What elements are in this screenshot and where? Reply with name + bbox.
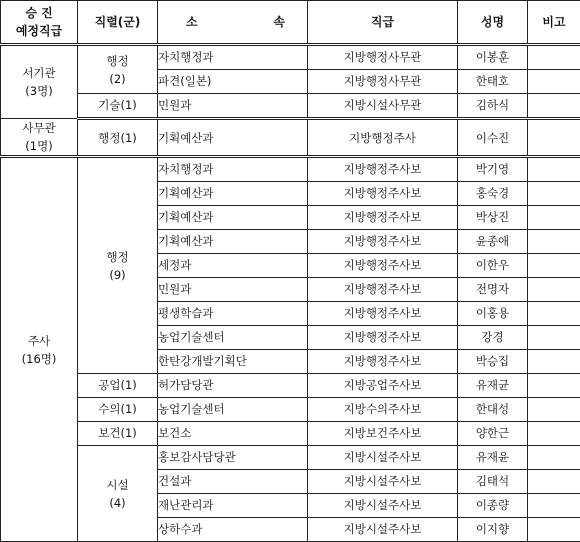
name-cell: 윤종애 <box>458 230 528 254</box>
table-row <box>1 398 580 422</box>
department-cell: 홍보감사담당관 <box>158 446 308 470</box>
name-cell: 강경 <box>458 326 528 350</box>
grade-cell: 지방행정사무관 <box>308 45 458 70</box>
department-cell: 재난관리과 <box>158 494 308 518</box>
table-row <box>1 422 580 446</box>
grade-cell: 지방행정주사보 <box>308 157 458 182</box>
department-cell: 상하수과 <box>158 518 308 542</box>
department-cell: 기획예산과 <box>158 182 308 206</box>
department-cell: 파견(일본) <box>158 70 308 94</box>
remarks-cell <box>528 254 580 278</box>
remarks-cell <box>528 182 580 206</box>
grade-cell: 지방시설주사보 <box>308 446 458 470</box>
remarks-cell <box>528 350 580 374</box>
header-promotion-level: 승 진 예정직급 <box>1 1 78 45</box>
department-cell: 민원과 <box>158 278 308 302</box>
grade-cell: 지방시설주사보 <box>308 470 458 494</box>
header-series: 직렬(군) <box>78 1 158 45</box>
remarks-cell <box>528 422 580 446</box>
series-cell: 행정(1) <box>78 119 158 157</box>
department-cell: 한탄강개발기획단 <box>158 350 308 374</box>
header-row <box>1 1 580 45</box>
grade-cell: 지방시설주사보 <box>308 518 458 542</box>
remarks-cell <box>528 470 580 494</box>
grade-cell: 지방행정주사보 <box>308 278 458 302</box>
grade-cell: 지방시설사무관 <box>308 94 458 119</box>
remarks-cell <box>528 518 580 542</box>
department-cell: 자치행정과 <box>158 157 308 182</box>
grade-cell: 지방보건주사보 <box>308 422 458 446</box>
remarks-cell <box>528 45 580 70</box>
name-cell: 김태석 <box>458 470 528 494</box>
department-cell: 세정과 <box>158 254 308 278</box>
table-row <box>1 157 580 182</box>
remarks-cell <box>528 206 580 230</box>
name-cell: 이종량 <box>458 494 528 518</box>
remarks-cell <box>528 494 580 518</box>
department-cell: 허가담당관 <box>158 374 308 398</box>
name-cell: 박승집 <box>458 350 528 374</box>
name-cell: 양한근 <box>458 422 528 446</box>
promotion-level-cell: 주사 (16명) <box>1 157 78 542</box>
grade-cell: 지방행정주사보 <box>308 254 458 278</box>
name-cell: 한태호 <box>458 70 528 94</box>
department-cell: 민원과 <box>158 94 308 119</box>
remarks-cell <box>528 302 580 326</box>
department-cell: 기획예산과 <box>158 119 308 157</box>
name-cell: 이홍용 <box>458 302 528 326</box>
remarks-cell <box>528 230 580 254</box>
department-cell: 건설과 <box>158 470 308 494</box>
remarks-cell <box>528 278 580 302</box>
name-cell: 유재균 <box>458 374 528 398</box>
department-cell: 자치행정과 <box>158 45 308 70</box>
series-cell: 기술(1) <box>78 94 158 119</box>
header-grade: 직급 <box>308 1 458 45</box>
name-cell: 이봉훈 <box>458 45 528 70</box>
name-cell: 이수진 <box>458 119 528 157</box>
name-cell: 홍숙경 <box>458 182 528 206</box>
header-remarks: 비고 <box>528 1 580 45</box>
grade-cell: 지방행정주사보 <box>308 182 458 206</box>
grade-cell: 지방행정주사 <box>308 119 458 157</box>
header-name: 성명 <box>458 1 528 45</box>
grade-cell: 지방행정주사보 <box>308 230 458 254</box>
name-cell: 전명자 <box>458 278 528 302</box>
table-row <box>1 45 580 70</box>
remarks-cell <box>528 70 580 94</box>
remarks-cell <box>528 398 580 422</box>
remarks-cell <box>528 374 580 398</box>
department-cell: 농업기술센터 <box>158 326 308 350</box>
grade-cell: 지방행정주사보 <box>308 326 458 350</box>
department-cell: 기획예산과 <box>158 230 308 254</box>
grade-cell: 지방행정주사보 <box>308 206 458 230</box>
series-cell: 공업(1) <box>78 374 158 398</box>
remarks-cell <box>528 119 580 157</box>
grade-cell: 지방행정사무관 <box>308 70 458 94</box>
name-cell: 김하식 <box>458 94 528 119</box>
remarks-cell <box>528 326 580 350</box>
name-cell: 유재윤 <box>458 446 528 470</box>
promotion-level-cell: 서기관 (3명) <box>1 45 78 119</box>
name-cell: 박상진 <box>458 206 528 230</box>
department-cell: 보건소 <box>158 422 308 446</box>
grade-cell: 지방행정주사보 <box>308 350 458 374</box>
name-cell: 이한우 <box>458 254 528 278</box>
remarks-cell <box>528 446 580 470</box>
remarks-cell <box>528 157 580 182</box>
department-cell: 평생학습과 <box>158 302 308 326</box>
grade-cell: 지방시설주사보 <box>308 494 458 518</box>
series-cell: 행정 (9) <box>78 157 158 374</box>
table-row <box>1 94 580 119</box>
department-cell: 기획예산과 <box>158 206 308 230</box>
series-cell: 보건(1) <box>78 422 158 446</box>
series-cell: 수의(1) <box>78 398 158 422</box>
remarks-cell <box>528 94 580 119</box>
name-cell: 박기영 <box>458 157 528 182</box>
promotion-level-cell: 사무관 (1명) <box>1 119 78 157</box>
series-cell: 시설 (4) <box>78 446 158 542</box>
grade-cell: 지방수의주사보 <box>308 398 458 422</box>
header-department: 소 속 <box>158 1 308 45</box>
grade-cell: 지방공업주사보 <box>308 374 458 398</box>
name-cell: 한대성 <box>458 398 528 422</box>
table-row <box>1 446 580 470</box>
table-row <box>1 374 580 398</box>
grade-cell: 지방행정주사보 <box>308 302 458 326</box>
table-row <box>1 119 580 157</box>
department-cell: 농업기술센터 <box>158 398 308 422</box>
series-cell: 행정 (2) <box>78 45 158 94</box>
name-cell: 이지향 <box>458 518 528 542</box>
